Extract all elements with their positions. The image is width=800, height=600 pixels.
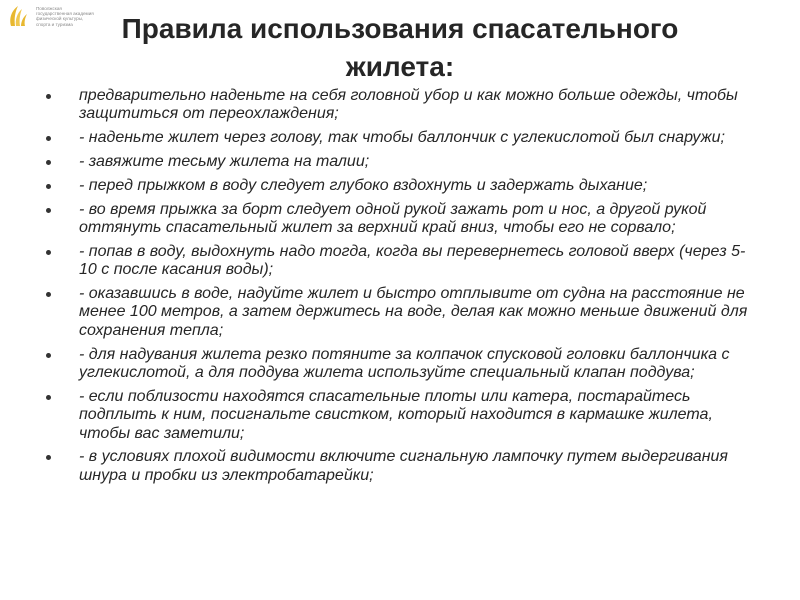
list-item-text: - попав в воду, выдохнуть надо тогда, когда вы перевернетесь головой вверх (через 5-10 с после касания воды); [79, 242, 746, 279]
list-item [46, 87, 758, 124]
list-item [46, 388, 758, 443]
bullet-icon [46, 395, 51, 400]
list-item [46, 177, 758, 195]
bullet-icon [46, 94, 51, 99]
list-item [46, 201, 758, 238]
list-item-text: - наденьте жилет через голову, так чтобы баллончик с углекислотой был снаружи; [79, 129, 725, 147]
laurel-logo-icon [6, 4, 30, 28]
list-item-text: - во время прыжка за борт следует одной рукой зажать рот и нос, а другой рукой оттянуть спасательный жилет за верхний край вниз, чтобы его не сорвало; [79, 200, 707, 236]
academy-name-line: физической культуры, [36, 16, 84, 22]
list-item [46, 285, 758, 340]
bullet-icon [46, 250, 51, 255]
academy-name-line: Поволжская [36, 6, 62, 11]
list-item [46, 129, 758, 147]
rules-list [46, 87, 758, 491]
academy-name-line: спорта и туризма [36, 21, 73, 27]
list-item [46, 243, 758, 280]
list-item [46, 153, 758, 171]
list-item-text: предварительно наденьте на себя головной убор и как можно больше одежды, чтобы защититься от переохлаждения; [79, 87, 738, 123]
list-item-text: - для надувания жилета резко потяните за колпачок спусковой головки баллончика с углекислотой, а для поддува жилета используйте специальный клапан поддува; [79, 345, 730, 382]
list-item-text: - если поблизости находятся спасательные плоты или катера, постарайтесь подплыть к ним, посигнальте свистком, который находится в кармашке жилета, чтобы вас заметили; [79, 387, 713, 442]
academy-name-line: государственная академия [36, 11, 94, 17]
bullet-icon [46, 184, 51, 189]
list-item-text: - завяжите тесьму жилета на талии; [79, 153, 370, 170]
bullet-icon [46, 136, 51, 141]
bullet-icon [46, 455, 51, 460]
slide-title: Правила использования спасательного жилета: [121, 13, 679, 82]
list-item [46, 346, 758, 383]
bullet-icon [46, 292, 51, 297]
list-item-text: - оказавшись в воде, надуйте жилет и быстро отплывите от судна на расстояние не менее 100 метров, а затем держитесь на воде, делая как можно меньше движений для сохранения тепла; [79, 285, 748, 339]
bullet-icon [46, 353, 51, 358]
bullet-icon [46, 208, 51, 213]
list-item-text: - в условиях плохой видимости включите сигнальную лампочку путем выдергивания шнура и пробки из электробатарейки; [79, 448, 728, 484]
list-item-text: - перед прыжком в воду следует глубоко вздохнуть и задержать дыхание; [79, 176, 648, 194]
list-item [46, 448, 758, 485]
bullet-icon [46, 160, 51, 165]
